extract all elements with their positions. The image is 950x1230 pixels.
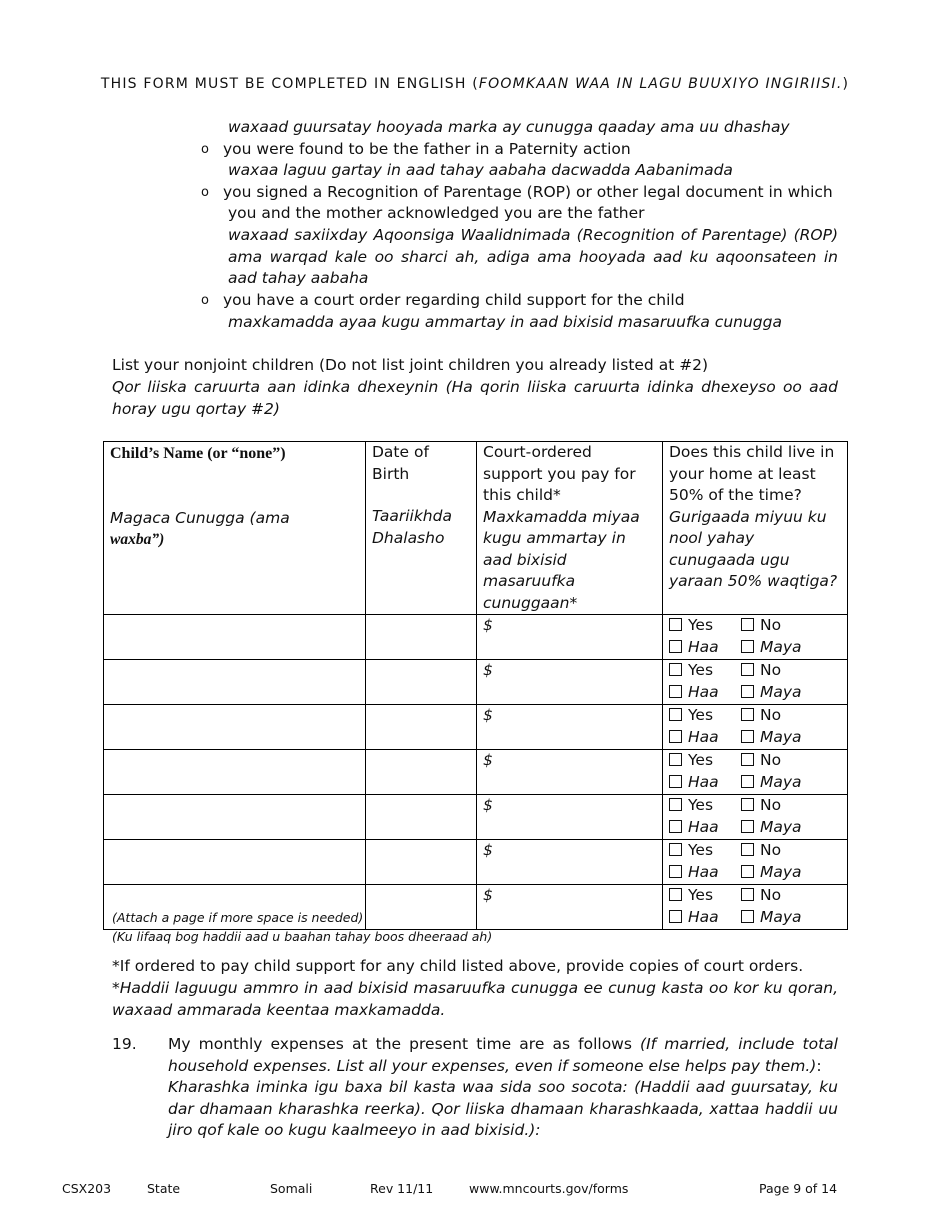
row-yes: Yes: [688, 661, 714, 679]
maya-option[interactable]: [741, 862, 813, 884]
no-option[interactable]: [741, 795, 813, 817]
row-yes: Yes: [688, 841, 714, 859]
haa-option[interactable]: [669, 727, 741, 749]
checkbox-icon[interactable]: [741, 888, 754, 901]
yes-option[interactable]: [669, 615, 741, 637]
row-no: No: [760, 661, 782, 679]
checkbox-icon[interactable]: [669, 708, 682, 721]
row-maya: Maya: [760, 637, 802, 656]
row-maya: Maya: [760, 817, 802, 836]
no-option[interactable]: [741, 750, 813, 772]
table-row: [104, 750, 848, 795]
row-haa: Haa: [688, 772, 719, 791]
maya-option[interactable]: [741, 772, 813, 794]
maya-option[interactable]: [741, 682, 813, 704]
child-name-cell[interactable]: [104, 660, 366, 705]
date-of-birth-cell[interactable]: [366, 795, 477, 840]
haa-option[interactable]: [669, 637, 741, 659]
maya-option[interactable]: [741, 907, 813, 929]
row-support: $: [483, 706, 493, 724]
item-19-number: 19.: [112, 1035, 137, 1053]
yes-option[interactable]: [669, 840, 741, 862]
child-name-somali-bold: waxba”): [110, 531, 165, 548]
paternity-english: you were found to be the father in a Paternity action: [223, 140, 631, 158]
checkbox-icon[interactable]: [741, 843, 754, 856]
item-19-text: [168, 1034, 838, 1142]
support-amount-cell[interactable]: [477, 795, 663, 840]
haa-option[interactable]: [669, 772, 741, 794]
row-haa: Haa: [688, 682, 719, 701]
form-language-notice: [0, 76, 950, 92]
footnote-somali: *Haddii laguugu ammro in aad bixisid masaruufka cunugga ee cunug kasta oo kor ku qoran, waxaad ammarada keentaa maxkamadda.: [112, 979, 838, 1019]
row-support: $: [483, 886, 493, 904]
support-amount-cell[interactable]: [477, 885, 663, 930]
checkbox-icon[interactable]: [741, 753, 754, 766]
rop-english-line2: you and the mother acknowledged you are the father: [228, 204, 645, 222]
table-row: [104, 615, 848, 660]
child-name-cell[interactable]: [104, 840, 366, 885]
header-date-of-birth: [366, 442, 477, 615]
date-of-birth-cell[interactable]: [366, 840, 477, 885]
support-amount-cell[interactable]: [477, 750, 663, 795]
checkbox-icon[interactable]: [741, 663, 754, 676]
lives-in-home-cell: [663, 660, 848, 705]
row-support: $: [483, 616, 493, 634]
date-of-birth-cell[interactable]: [366, 750, 477, 795]
notice-close: ): [842, 76, 850, 92]
checkbox-icon[interactable]: [669, 910, 682, 923]
support-somali: Maxkamadda miyaa kugu ammartay in aad bixisid masaruufka cunuggaan*: [483, 507, 640, 612]
row-support: $: [483, 751, 493, 769]
row-haa: Haa: [688, 727, 719, 746]
haa-option[interactable]: [669, 817, 741, 839]
lives-in-home-cell: [663, 705, 848, 750]
nonjoint-children-table: [103, 441, 848, 930]
paternity-somali: waxaa laguu gartay in aad tahay aabaha dacwadda Aabanimada: [228, 161, 733, 179]
row-haa: Haa: [688, 817, 719, 836]
child-support-somali: maxkamadda ayaa kugu ammartay in aad bixisid masaruufka cunugga: [228, 313, 782, 331]
row-maya: Maya: [760, 682, 802, 701]
lives-in-home-cell: [663, 795, 848, 840]
lives-in-home-cell: [663, 840, 848, 885]
no-option[interactable]: [741, 615, 813, 637]
dob-somali-l1: Taariikhda: [372, 507, 452, 525]
row-haa: Haa: [688, 907, 719, 926]
no-option[interactable]: [741, 840, 813, 862]
maya-option[interactable]: [741, 817, 813, 839]
footnote-english: *If ordered to pay child support for any child listed above, provide copies of court orders.: [112, 957, 804, 975]
maya-option[interactable]: [741, 637, 813, 659]
haa-option[interactable]: [669, 862, 741, 884]
row-no: No: [760, 841, 782, 859]
header-court-ordered-support: [477, 442, 663, 615]
bullet-marker: o: [201, 293, 209, 308]
date-of-birth-cell[interactable]: [366, 705, 477, 750]
checkbox-icon[interactable]: [741, 708, 754, 721]
footer-url[interactable]: www.mncourts.gov/forms: [469, 1181, 629, 1196]
checkbox-icon[interactable]: [741, 910, 754, 923]
child-name-cell[interactable]: [104, 705, 366, 750]
checkbox-icon[interactable]: [669, 730, 682, 743]
checkbox-icon[interactable]: [669, 640, 682, 653]
yes-option[interactable]: [669, 885, 741, 907]
date-of-birth-cell[interactable]: [366, 660, 477, 705]
list-intro-english: List your nonjoint children (Do not list joint children you already listed at #2): [112, 356, 709, 374]
checkbox-icon[interactable]: [669, 820, 682, 833]
yes-option[interactable]: [669, 795, 741, 817]
checkbox-icon[interactable]: [669, 843, 682, 856]
row-yes: Yes: [688, 796, 714, 814]
no-option[interactable]: [741, 660, 813, 682]
lives-in-home-cell: [663, 885, 848, 930]
header-lives-in-home: [663, 442, 848, 615]
maya-option[interactable]: [741, 727, 813, 749]
checkbox-icon[interactable]: [741, 865, 754, 878]
continued-somali-text: waxaad guursatay hooyada marka ay cunugga qaaday ama uu dhashay: [228, 118, 790, 136]
row-haa: Haa: [688, 637, 719, 656]
rop-english-line1: you signed a Recognition of Parentage (ROP) or other legal document in which: [223, 183, 833, 201]
footer-revision: Rev 11/11: [370, 1181, 434, 1196]
yes-option[interactable]: [669, 660, 741, 682]
row-yes: Yes: [688, 886, 714, 904]
row-maya: Maya: [760, 727, 802, 746]
child-name-cell[interactable]: [104, 795, 366, 840]
lives-in-home-cell: [663, 750, 848, 795]
row-maya: Maya: [760, 862, 802, 881]
row-support: $: [483, 841, 493, 859]
child-name-somali: Magaca Cunugga (ama: [110, 508, 290, 527]
header-child-name: [104, 442, 366, 615]
table-row: [104, 660, 848, 705]
checkbox-icon[interactable]: [669, 753, 682, 766]
dob-english-l2: Birth: [372, 464, 410, 483]
support-amount-cell[interactable]: [477, 705, 663, 750]
yes-option[interactable]: [669, 705, 741, 727]
row-no: No: [760, 886, 782, 904]
checkbox-icon[interactable]: [741, 640, 754, 653]
checkbox-icon[interactable]: [669, 685, 682, 698]
row-maya: Maya: [760, 907, 802, 926]
row-yes: Yes: [688, 706, 714, 724]
yes-option[interactable]: [669, 750, 741, 772]
date-of-birth-cell[interactable]: [366, 615, 477, 660]
attach-note-somali: (Ku lifaaq bog haddii aad u baahan tahay boos dheeraad ah): [112, 929, 493, 944]
checkbox-icon[interactable]: [741, 775, 754, 788]
row-no: No: [760, 796, 782, 814]
child-support-english: you have a court order regarding child support for the child: [223, 291, 685, 309]
row-yes: Yes: [688, 751, 714, 769]
checkbox-icon[interactable]: [669, 888, 682, 901]
row-no: No: [760, 751, 782, 769]
lives-somali: Gurigaada miyuu ku nool yahay cunugaada ugu yaraan 50% waqtiga?: [669, 507, 838, 590]
checkbox-icon[interactable]: [669, 775, 682, 788]
item-19-colon: :: [816, 1056, 822, 1075]
lives-english: Does this child live in your home at least 50% of the time?: [669, 443, 835, 504]
footer-form-id: CSX203: [62, 1181, 112, 1196]
support-english: Court-ordered support you pay for this child*: [483, 443, 636, 504]
checkbox-icon[interactable]: [741, 798, 754, 811]
no-option[interactable]: [741, 705, 813, 727]
row-yes: Yes: [688, 616, 714, 634]
checkbox-icon[interactable]: [741, 618, 754, 631]
child-name-english: Child’s Name (or “none”): [110, 445, 286, 462]
haa-option[interactable]: [669, 682, 741, 704]
footer-page-number: Page 9 of 14: [759, 1181, 838, 1196]
footer-language: Somali: [270, 1181, 313, 1196]
item-19-somali: Kharashka iminka igu baxa bil kasta waa sida soo socota: (Haddii aad guursatay, ku dar dhamaan kharashka reerka). Qor liiska dhamaan kharashkaada, xattaa haddii uu jiro qof kale oo kugu kaalmeeyo in aad bixisid.):: [168, 1078, 838, 1139]
checkbox-icon[interactable]: [669, 618, 682, 631]
rop-somali: waxaad saxiixday Aqoonsiga Waalidnimada (Recognition of Parentage) (ROP) ama warqad kale oo sharci ah, adiga ama hooyada aad ku aqoonsateen in aad tahay aabaha: [228, 226, 838, 287]
notice-english: THIS FORM MUST BE COMPLETED IN ENGLISH (: [100, 76, 479, 92]
checkbox-icon[interactable]: [741, 820, 754, 833]
bullet-marker: o: [201, 185, 209, 200]
row-no: No: [760, 706, 782, 724]
checkbox-icon[interactable]: [741, 685, 754, 698]
bullet-marker: o: [201, 142, 209, 157]
row-maya: Maya: [760, 772, 802, 791]
footer-state: State: [147, 1181, 181, 1196]
support-amount-cell[interactable]: [477, 615, 663, 660]
list-intro-somali: Qor liiska caruurta aan idinka dhexeynin (Ha qorin liiska caruurta idinka dhexeyso oo aad horay ugu qortay #2): [112, 378, 838, 418]
child-name-cell[interactable]: [104, 750, 366, 795]
lives-in-home-cell: [663, 615, 848, 660]
support-amount-cell[interactable]: [477, 660, 663, 705]
table-row: [104, 840, 848, 885]
support-amount-cell[interactable]: [477, 840, 663, 885]
row-support: $: [483, 796, 493, 814]
table-row: [104, 795, 848, 840]
row-support: $: [483, 661, 493, 679]
checkbox-icon[interactable]: [741, 730, 754, 743]
item-19-english-italic: (If married, include total household expenses. List all your expenses, even if someone else helps pay them.): [168, 1035, 838, 1075]
attach-note-english: (Attach a page if more space is needed): [112, 910, 364, 925]
notice-somali: FOOMKAAN WAA IN LAGU BUUXIYO INGIRIISI.: [478, 76, 843, 92]
item-19-english: My monthly expenses at the present time are as follows: [168, 1035, 632, 1053]
checkbox-icon[interactable]: [669, 663, 682, 676]
row-no: No: [760, 616, 782, 634]
haa-option[interactable]: [669, 907, 741, 929]
dob-somali-l2: Dhalasho: [372, 528, 445, 547]
checkbox-icon[interactable]: [669, 798, 682, 811]
checkbox-icon[interactable]: [669, 865, 682, 878]
child-name-cell[interactable]: [104, 615, 366, 660]
table-row: [104, 705, 848, 750]
date-of-birth-cell[interactable]: [366, 885, 477, 930]
dob-english-l1: Date of: [372, 443, 429, 461]
row-haa: Haa: [688, 862, 719, 881]
table-header-row: [104, 442, 848, 615]
no-option[interactable]: [741, 885, 813, 907]
